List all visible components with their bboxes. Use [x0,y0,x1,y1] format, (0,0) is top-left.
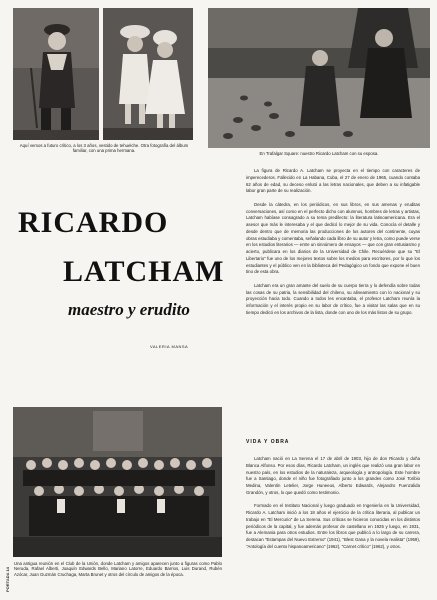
title-last-name: LATCHAM [63,255,225,288]
caption-top-left: Aquí vemos a futuro crítico, a los 3 años, vestido de tehuelche. Otra fotografía del álbum familiar, con una prima hermana. [19,143,189,154]
trafalgar-square-image [208,8,430,148]
paragraph-4: Latcham nació en La Serena el 17 de abril de 1903, hijo de don Ricardo y doña Blanca Alfonso. Por esos días, Ricardo Latcham, un inglés que realizó una gran labor en nuestro país, en los estudios de la naturaleza, arqueología y antropología. Este hombre fue a Santiago, donde el niño fue fotografiado junto a los grandes como José Toribio Medina, Valentín Letelier, Jorge Huneeus, Alberto Edwards, Alejandro Fuenzalida Grandón, y otros, lo que quedó como testimonio. [246,456,420,495]
photo-trafalgar-square [208,8,430,148]
section-heading: VIDA Y OBRA [246,439,290,445]
article-body-top [246,168,420,323]
caption-bottom-left: Una antigua reunión en el Club de la Unión, donde Latcham y amigos aparecen junto a figuras como Pablo Neruda, Rafael Alberti, Joaquín Edwards Bello, Mariano Latorre, Eduardo Barrios, Luis Durand, Rubén Azócar, Juan Guzmán Cruchaga, Marta Brunet y otros del círculo de amigos de la época. [14,561,222,577]
paragraph-1: La figura de Ricardo A. Latcham se proyecta en el tiempo con caracteres de imperecederos. Fallecido en La Habana, Cuba, el 27 de enero de 1965, cuando contaba 62 años de edad, su deceso enlutó a las letras nacionales, que deben a su infatigable labor gran parte de su realización. [246,168,420,194]
title-first-name: RICARDO [18,206,169,239]
paragraph-5: Formado en el Instituto Nacional y luego graduado en Ingeniería en la Universidad, Ricardo A. Latcham inició a los 18 años el ejercicio de la crítica literaria, al publicar un trabajo en "El Mercurio" de La Serena. Sus críticas se hicieron conocidas en los distintos periódicos de la capital, y fue además profesor de castellano en 1925 y luego, en 1931, fue a Alemania para otros estudios. Entre los libros que publicó a lo largo de su carrera, destacan "Estampas del Nuevo Extremo" (1941), "Blest Gana y la novela realista" (1959), "Antología del cuento hispanoamericano" (1962), "Carnet crítico" (1962), y otros. [246,503,420,549]
subtitle: maestro y erudito [68,300,190,319]
two-children-image [103,8,193,140]
page-tag: PORTADA 14 [5,567,10,592]
caption-top-right: En Trafalgar Square: nuestro Ricardo Latcham con su esposa. [259,151,379,156]
photo-child-sailor [13,8,99,140]
photo-two-children [103,8,193,140]
author-byline: VALERIA MANSA [150,344,189,349]
paragraph-2: Desde la cátedra, en los periódicos, en sus libros, en sus amenas y eruditas conversaciones, así como en el perfecto dicho con alumnos, hombres de letras y artistas, Latcham habíase consagrado a su tema predilecto: la literatura latinoamericana. Era el asesor que más le interesaba y el que dedicó lo mejor de su vida. Conocía el detalle y desde dentro que de memoria las producciones de los autores del continente, cuyas obras estudiaba y comentaba, señalando cada libro de su autor y letra, como puede verse en los estudios literarios — entre un sinnúmero de ensayos — que con gran entusiasmo y acierto, publicara en los diarios de la Universidad de Chile. Recuérdese que su "El Libertario" fue uno de los mejores textos sobre los medios para escritores, por lo que los estudiantes y el público ven en la biblioteca del Pedagógico un fondo que expone el buen tino de esta obra. [246,201,420,275]
group-gathering-image [13,407,222,557]
child-sailor-image [13,8,99,140]
photo-group-gathering [13,407,222,557]
article-body-bottom [246,456,420,557]
paragraph-3: Latcham era un gran amante del suelo de su cuerpo tierra y lo defendía sobre todas las cosas de su patria, la sensibilidad del chileno, su alineamiento con lo nacional y su proyección hacia todo. Cuando a todos les encantaba, el profesor Latcham reunía la información y el interés propio en su labor de crítico, fue a visitar las salas que en su tiempo dedicó en los archivos de la lista, donde con uno de los más listos de su grupo. [246,282,420,315]
